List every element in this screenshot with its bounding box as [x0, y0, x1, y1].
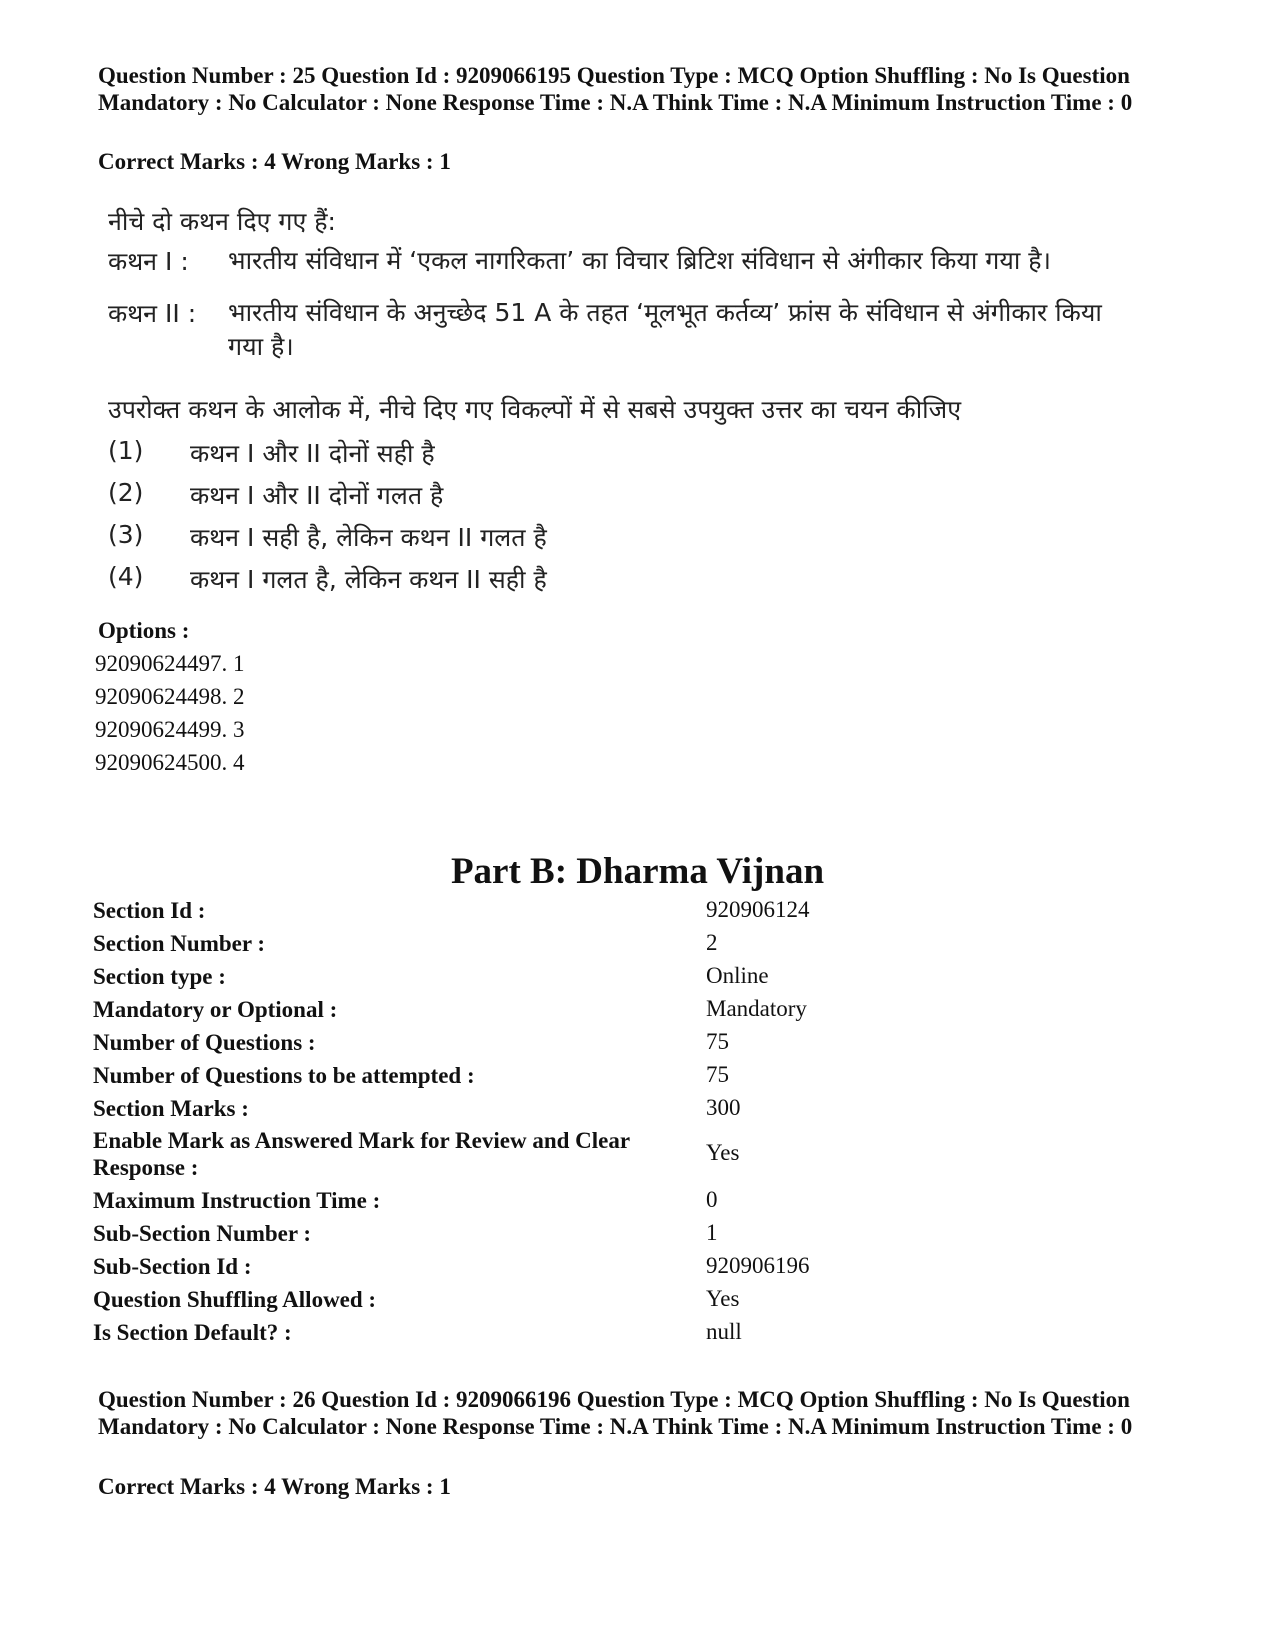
info-value: Mandatory — [706, 996, 807, 1021]
statement-2-label: कथन II : — [108, 299, 197, 328]
info-value: 920906196 — [706, 1253, 810, 1278]
info-value: 300 — [706, 1095, 741, 1120]
question-26-marks: Correct Marks : 4 Wrong Marks : 1 — [98, 1474, 451, 1499]
info-label: Maximum Instruction Time : — [93, 1188, 381, 1213]
statement-1-text: भारतीय संविधान में ‘एकल नागरिकता’ का विचार ब्रिटिश संविधान से अंगीकार किया गया है। — [228, 246, 1052, 275]
info-label: Enable Mark as Answered Mark for Review and Clear Response : — [93, 1128, 630, 1180]
question-26-header: Question Number : 26 Question Id : 9209066196 Question Type : MCQ Option Shuffling : No Is Question Mandatory : No Calculator : None Response Time : N.A Think Time : N.A Minimum Instruction Time : 0 — [98, 1387, 1133, 1439]
choice-number: (2) — [108, 478, 144, 507]
info-value: 1 — [706, 1220, 718, 1245]
choice-text: कथन I और II दोनों सही है — [190, 439, 435, 468]
choice-text: कथन I और II दोनों गलत है — [190, 481, 444, 510]
info-value: 75 — [706, 1029, 729, 1054]
choice-text: कथन I गलत है, लेकिन कथन II सही है — [190, 565, 547, 594]
info-value: Yes — [706, 1140, 740, 1165]
info-label: Number of Questions : — [93, 1030, 316, 1055]
statement-1-label: कथन I : — [108, 247, 189, 276]
info-label: Section Number : — [93, 931, 266, 956]
question-25-header: Question Number : 25 Question Id : 9209066195 Question Type : MCQ Option Shuffling : No Is Question Mandatory : No Calculator : None Response Time : N.A Think Time : N.A Minimum Instruction Time : 0 — [98, 63, 1133, 115]
option-item: 92090624497. 1 — [95, 651, 245, 676]
info-label: Section Id : — [93, 898, 206, 923]
options-heading: Options : — [98, 618, 190, 643]
question-intro: नीचे दो कथन दिए गए हैं: — [108, 207, 336, 236]
info-value: 2 — [706, 930, 718, 955]
info-label: Sub-Section Id : — [93, 1254, 252, 1279]
option-item: 92090624500. 4 — [95, 750, 245, 775]
choice-number: (3) — [108, 520, 144, 549]
question-25-marks: Correct Marks : 4 Wrong Marks : 1 — [98, 149, 451, 174]
info-label: Section type : — [93, 964, 226, 989]
choice-text: कथन I सही है, लेकिन कथन II गलत है — [190, 523, 547, 552]
choice-number: (4) — [108, 562, 144, 591]
info-label: Section Marks : — [93, 1096, 249, 1121]
info-label: Question Shuffling Allowed : — [93, 1287, 377, 1312]
info-label: Is Section Default? : — [93, 1320, 292, 1345]
info-label: Sub-Section Number : — [93, 1221, 312, 1246]
statement-2-text: भारतीय संविधान के अनुच्छेद 51 A के तहत ‘मूलभूत कर्तव्य’ फ्रांस के संविधान से अंगीकार किया गया है। — [228, 298, 1102, 361]
section-title: Part B: Dharma Vijnan — [450, 851, 825, 892]
info-value: 0 — [706, 1187, 718, 1212]
info-value: Yes — [706, 1286, 740, 1311]
info-label: Mandatory or Optional : — [93, 997, 338, 1022]
info-label: Number of Questions to be attempted : — [93, 1063, 475, 1088]
info-value: 920906124 — [706, 897, 810, 922]
info-value: Online — [706, 963, 769, 988]
option-item: 92090624498. 2 — [95, 684, 245, 709]
question-prompt: उपरोक्त कथन के आलोक में, नीचे दिए गए विकल्पों में से सबसे उपयुक्त उत्तर का चयन कीजिए — [108, 395, 962, 424]
info-value: null — [706, 1319, 742, 1344]
info-value: 75 — [706, 1062, 729, 1087]
choice-number: (1) — [108, 436, 144, 465]
option-item: 92090624499. 3 — [95, 717, 245, 742]
